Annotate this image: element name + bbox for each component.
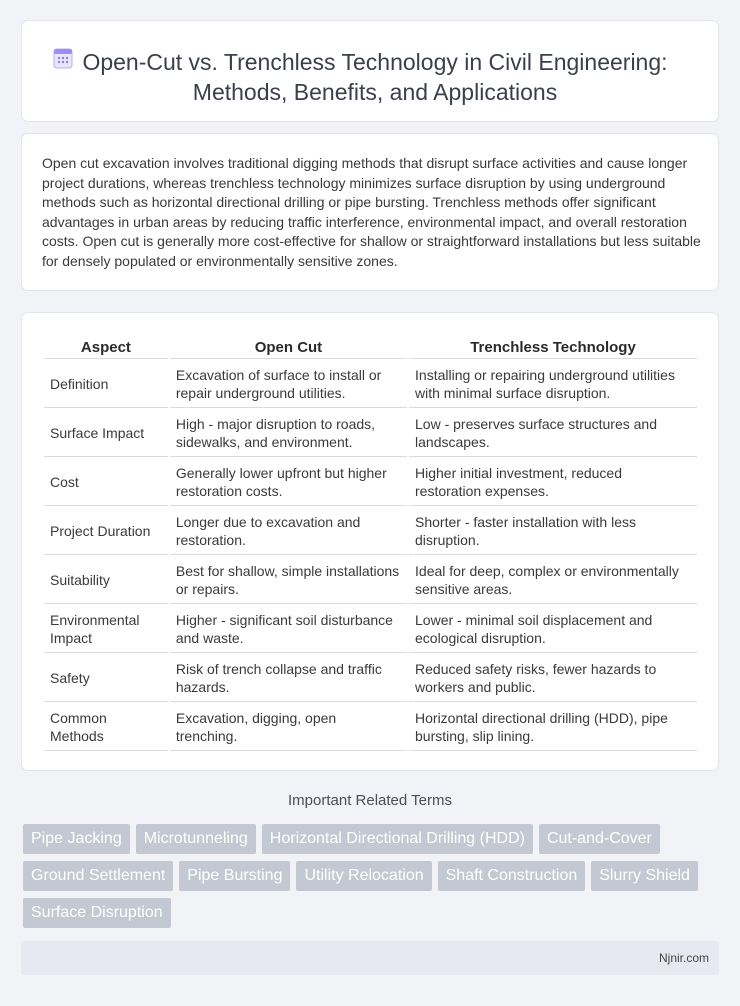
table-cell-open: Generally lower upfront but higher restoration costs. bbox=[170, 457, 407, 506]
table-cell-open: Longer due to excavation and restoration. bbox=[170, 506, 407, 555]
related-term-tag[interactable]: Cut-and-Cover bbox=[539, 824, 660, 854]
table-cell-aspect: Surface Impact bbox=[44, 408, 168, 457]
intro-card bbox=[21, 133, 719, 291]
table-row bbox=[44, 408, 697, 457]
related-term-tag[interactable]: Slurry Shield bbox=[591, 861, 698, 891]
table-row bbox=[44, 506, 697, 555]
table-cell-open: High - major disruption to roads, sidewalks, and environment. bbox=[170, 408, 407, 457]
column-header-trenchless: Trenchless Technology bbox=[409, 335, 697, 359]
related-term-tag[interactable]: Ground Settlement bbox=[23, 861, 173, 891]
table-cell-aspect: Suitability bbox=[44, 555, 168, 604]
page-title: Open-Cut vs. Trenchless Technology in Civil Engineering: Methods, Benefits, and Applications bbox=[82, 49, 668, 105]
table-cell-aspect: Project Duration bbox=[44, 506, 168, 555]
table-cell-aspect: Common Methods bbox=[44, 702, 168, 751]
table-cell-trench: Reduced safety risks, fewer hazards to workers and public. bbox=[409, 653, 697, 702]
comparison-table bbox=[42, 335, 699, 751]
table-row bbox=[44, 702, 697, 751]
column-header-aspect: Aspect bbox=[44, 335, 168, 359]
table-cell-trench: Low - preserves surface structures and landscapes. bbox=[409, 408, 697, 457]
table-cell-open: Risk of trench collapse and traffic hazards. bbox=[170, 653, 407, 702]
table-cell-aspect: Cost bbox=[44, 457, 168, 506]
related-term-tag[interactable]: Pipe Jacking bbox=[23, 824, 130, 854]
table-cell-trench: Ideal for deep, complex or environmentally sensitive areas. bbox=[409, 555, 697, 604]
table-row bbox=[44, 359, 697, 408]
table-cell-aspect: Environmental Impact bbox=[44, 604, 168, 653]
related-term-tag[interactable]: Shaft Construction bbox=[438, 861, 586, 891]
related-term-tag[interactable]: Pipe Bursting bbox=[179, 861, 290, 891]
table-cell-trench: Higher initial investment, reduced restoration expenses. bbox=[409, 457, 697, 506]
table-cell-open: Higher - significant soil disturbance and waste. bbox=[170, 604, 407, 653]
table-header-row bbox=[44, 335, 697, 359]
table-cell-open: Best for shallow, simple installations or repairs. bbox=[170, 555, 407, 604]
footer bbox=[21, 941, 719, 975]
table-row bbox=[44, 555, 697, 604]
table-row bbox=[44, 604, 697, 653]
comparison-table-card bbox=[21, 312, 719, 771]
table-cell-open: Excavation, digging, open trenching. bbox=[170, 702, 407, 751]
column-header-open-cut: Open Cut bbox=[170, 335, 407, 359]
header-card bbox=[21, 20, 719, 122]
footer-site: Njnir.com bbox=[658, 951, 709, 965]
table-cell-aspect: Safety bbox=[44, 653, 168, 702]
table-cell-trench: Installing or repairing underground utilities with minimal surface disruption. bbox=[409, 359, 697, 408]
related-term-tag[interactable]: Utility Relocation bbox=[296, 861, 431, 891]
related-term-tag[interactable]: Horizontal Directional Drilling (HDD) bbox=[262, 824, 533, 854]
table-row bbox=[44, 653, 697, 702]
table-cell-trench: Lower - minimal soil displacement and ecological disruption. bbox=[409, 604, 697, 653]
table-cell-open: Excavation of surface to install or repair underground utilities. bbox=[170, 359, 407, 408]
table-cell-aspect: Definition bbox=[44, 359, 168, 408]
related-term-tag[interactable]: Microtunneling bbox=[136, 824, 256, 854]
table-row bbox=[44, 457, 697, 506]
related-terms-list bbox=[23, 824, 713, 935]
table-cell-trench: Shorter - faster installation with less disruption. bbox=[409, 506, 697, 555]
related-term-tag[interactable]: Surface Disruption bbox=[23, 898, 171, 928]
table-cell-trench: Horizontal directional drilling (HDD), pipe bursting, slip lining. bbox=[409, 702, 697, 751]
related-terms-title: Important Related Terms bbox=[288, 792, 452, 809]
intro-text: Open cut excavation involves traditional digging methods that disrupt surface activities and cause longer project durations, whereas trenchless technology minimizes surface disruption by using underground methods such as horizontal directional drilling or pipe bursting. Trenchless methods offer significant advantages in urban areas by reducing traffic interference, environmental impact, and overall restoration costs. Open cut is generally more cost-effective for shallow or straightforward installations but less suitable for densely populated or environmentally sensitive zones. bbox=[42, 155, 701, 269]
